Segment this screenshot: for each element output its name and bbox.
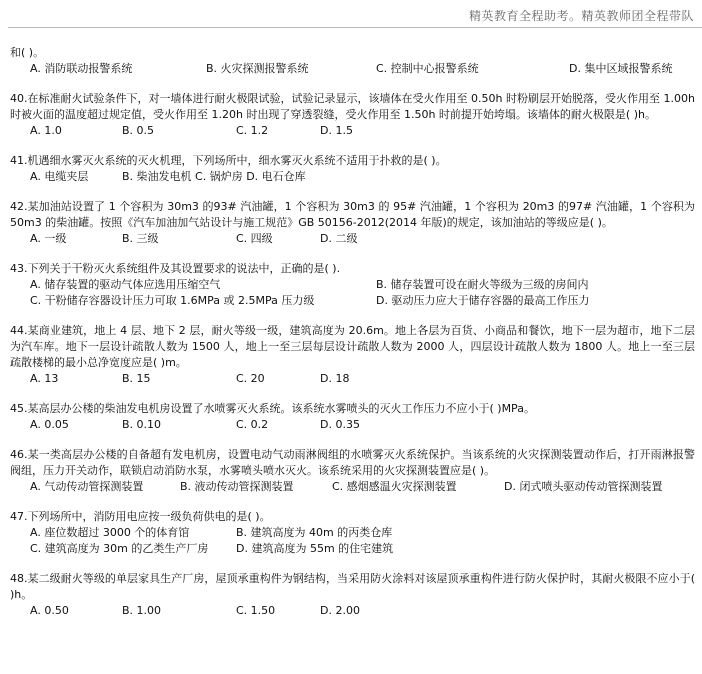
question-45 <box>10 401 695 433</box>
question-stem: 48.某二级耐火等级的单层家具生产厂房，屋顶承重构件为钢结构，当采用防火涂料对该屋顶承重构件进行防火保护时，其耐火极限不应小于( )h。 <box>10 572 695 601</box>
question-42 <box>10 199 695 247</box>
question-40 <box>10 91 695 139</box>
option-a: A. 座位数超过 3000 个的体育馆 <box>30 526 190 539</box>
option-c: C. 建筑高度为 30m 的乙类生产厂房 <box>30 542 209 555</box>
option-d: D. 驱动压力应大于储存容器的最高工作压力 <box>376 294 590 307</box>
option-a: A. 气动传动管探测装置 <box>30 480 144 493</box>
options-row <box>10 525 695 541</box>
option-b: B. 液动传动管探测装置 <box>180 480 294 493</box>
option-c: C. 干粉储存容器设计压力可取 1.6MPa 或 2.5MPa 压力级 <box>30 294 315 307</box>
option-c: C. 感烟感温火灾探测装置 <box>332 480 457 493</box>
question-stem: 46.某一类高层办公楼的自备超有发电机房，设置电动气动雨淋阀组的水喷雾灭火系统保护。当该系统的火灾探测装置动作后，打开雨淋报警阀组，压力开关动作，联锁启动消防水泵，水雾喷头喷水灭火。该系统采用的火灾探测装置应是( )。 <box>10 448 695 477</box>
option-d: D. 闭式喷头驱动传动管探测装置 <box>504 480 663 493</box>
option-a: A. 电缆夹层 <box>30 170 89 183</box>
option-b: B. 储存装置可设在耐火等级为三级的房间内 <box>376 278 589 291</box>
option-a: A. 13 <box>30 372 59 385</box>
options-row <box>10 293 695 309</box>
option-b: B. 15 <box>122 372 151 385</box>
option-d: D. 1.5 <box>320 124 353 137</box>
question-stem: 43.下列关于干粉灭火系统组件及其设置要求的说法中，正确的是( ). <box>10 262 341 275</box>
question-47 <box>10 509 695 557</box>
question-stem: 40.在标准耐火试验条件下，对一墙体进行耐火极限试验，试验记录显示，该墙体在受火作用至 0.50h 时粉刷层开始脱落，受火作用至 1.00h 时被火面的温度超过规定值，受火作用至 1.20h 时出现了穿透裂缝，受火作用至 1.50h 时前提开始垮塌。该墙体的耐火极限是( )h。 <box>10 92 695 121</box>
options-row <box>10 479 695 495</box>
option-b: B. 0.5 <box>122 124 155 137</box>
option-a: A. 一级 <box>30 232 67 245</box>
options-row <box>10 61 695 77</box>
option-c: C. 1.50 <box>236 604 276 617</box>
option-d: D. 建筑高度为 55m 的住宅建筑 <box>236 542 394 555</box>
option-d: D. 0.35 <box>320 418 360 431</box>
option-a: A. 0.05 <box>30 418 69 431</box>
option-b: B. 火灾探测报警系统 <box>206 62 309 75</box>
option-bcd: B. 柴油发电机 C. 锅炉房 D. 电石仓库 <box>122 170 306 183</box>
option-b: B. 1.00 <box>122 604 162 617</box>
header-text: 精英教育全程助考。精英教师团全程带队 <box>468 9 694 23</box>
question-stem: 和( )。 <box>10 46 45 59</box>
options-row <box>10 231 695 247</box>
option-b: B. 0.10 <box>122 418 162 431</box>
question-stem: 44.某商业建筑，地上 4 层、地下 2 层，耐火等级一级，建筑高度为 20.6m。地上各层为百货、小商品和餐饮，地下一层为超市，地下二层为汽车库。地下一层设计疏散人数为 1500 人，地上一至三层每层设计疏散人数为 2000 人，四层设计疏散人数为 1800 人。地上一至三层疏散楼梯的最小总净宽度应是( )m。 <box>10 324 695 369</box>
options-row <box>10 371 695 387</box>
option-c: C. 四级 <box>236 232 273 245</box>
options-row <box>10 123 695 139</box>
option-a: A. 消防联动报警系统 <box>30 62 133 75</box>
option-b: B. 建筑高度为 40m 的丙类仓库 <box>236 526 393 539</box>
question-list <box>10 45 695 619</box>
option-d: D. 集中区域报警系统 <box>569 62 673 75</box>
options-row <box>10 603 695 619</box>
header-divider <box>8 27 702 28</box>
question-48 <box>10 571 695 619</box>
question-46 <box>10 447 695 495</box>
option-c: C. 控制中心报警系统 <box>376 62 479 75</box>
question-39 <box>10 45 695 77</box>
option-b: B. 三级 <box>122 232 159 245</box>
option-d: D. 二级 <box>320 232 358 245</box>
option-a: A. 1.0 <box>30 124 62 137</box>
option-c: C. 1.2 <box>236 124 269 137</box>
question-stem: 41.机遇细水雾灭火系统的灭火机理，下列场所中，细水雾灭火系统不适用于扑救的是( )。 <box>10 154 447 167</box>
option-d: D. 2.00 <box>320 604 360 617</box>
option-d: D. 18 <box>320 372 350 385</box>
question-41 <box>10 153 695 185</box>
question-44 <box>10 323 695 387</box>
option-a: A. 0.50 <box>30 604 69 617</box>
question-stem: 45.某高层办公楼的柴油发电机房设置了水喷雾灭火系统。该系统水雾喷头的灭火工作压力不应小于( )MPa。 <box>10 402 535 415</box>
options-row <box>10 541 695 557</box>
options-row <box>10 417 695 433</box>
page-header <box>0 0 702 30</box>
question-stem: 47.下列场所中，消防用电应按一级负荷供电的是( )。 <box>10 510 271 523</box>
question-43 <box>10 261 695 309</box>
option-c: C. 20 <box>236 372 265 385</box>
options-row <box>10 169 695 185</box>
question-stem: 42.某加油站设置了 1 个容积为 30m3 的93# 汽油罐，1 个容积为 30m3 的 95# 汽油罐，1 个容积为 20m3 的97# 汽油罐，1 个容积为 50m3 的柴油罐。按照《汽车加油加气站设计与施工规范》GB 50156-2012(2014 年版)的规定，该加油站的等级应是( )。 <box>10 200 695 229</box>
option-c: C. 0.2 <box>236 418 269 431</box>
option-a: A. 储存装置的驱动气体应选用压缩空气 <box>30 278 221 291</box>
options-row <box>10 277 695 293</box>
